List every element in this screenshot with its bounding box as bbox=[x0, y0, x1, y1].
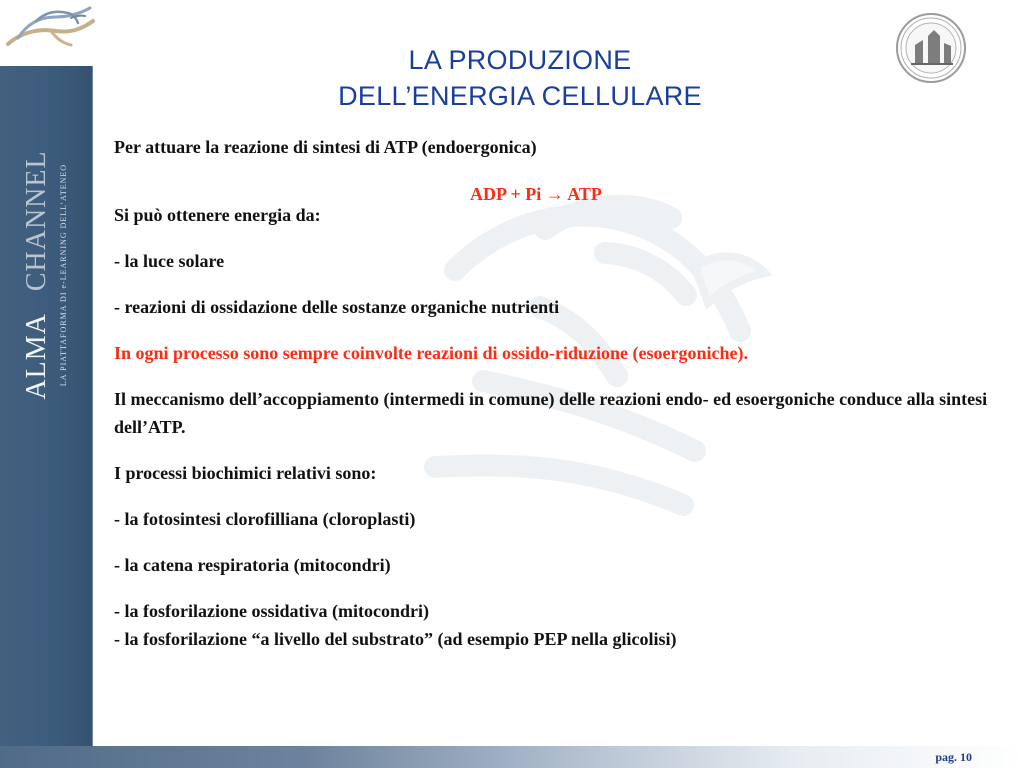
spacer-5 bbox=[114, 441, 1004, 459]
mechanism-text: Il meccanismo dell’accoppiamento (intermedi in comune) delle reazioni endo- ed esoergoniche conduce alla sintesi dell’ATP. bbox=[114, 389, 988, 437]
spacer-7 bbox=[114, 533, 1004, 551]
energy-source-2: reazioni di ossidazione delle sostanze organiche nutrienti bbox=[124, 297, 560, 317]
slide-content bbox=[114, 133, 1004, 653]
energy-source-1: la luce solare bbox=[124, 251, 225, 271]
spacer-4 bbox=[114, 367, 1004, 385]
process-item: - la fotosintesi clorofilliana (cloroplasti) bbox=[114, 509, 416, 529]
process-item: - la fosforilazione “a livello del substrato” (ad esempio PEP nella glicolisi) bbox=[114, 629, 677, 649]
process-2: la catena respiratoria (mitocondri) bbox=[124, 555, 391, 575]
pegasus-logo-icon bbox=[0, 0, 100, 66]
spacer-2 bbox=[114, 275, 1004, 293]
sidebar bbox=[0, 66, 93, 768]
spacer-3 bbox=[114, 321, 1004, 339]
spacer-6 bbox=[114, 487, 1004, 505]
intro-text: Per attuare la reazione di sintesi di ATP (endoergonica) bbox=[114, 137, 537, 157]
spacer-1 bbox=[114, 229, 1004, 247]
redox-note: In ogni processo sono sempre coinvolte reazioni di ossido-riduzione (esoergoniche). bbox=[114, 343, 748, 363]
title-line-2: DELL’ENERGIA CELLULARE bbox=[338, 81, 702, 111]
title-line-1: LA PRODUZIONE bbox=[408, 45, 632, 75]
process-item: - la fosforilazione ossidativa (mitocondri) bbox=[114, 601, 429, 621]
sidebar-brand bbox=[0, 135, 90, 415]
process-4: la fosforilazione “a livello del substrato” (ad esempio PEP nella glicolisi) bbox=[124, 629, 677, 649]
university-seal-icon bbox=[895, 12, 967, 84]
energy-source-item: - reazioni di ossidazione delle sostanze organiche nutrienti bbox=[114, 297, 560, 317]
process-1: la fotosintesi clorofilliana (cloroplasti) bbox=[124, 509, 416, 529]
bottom-bar bbox=[0, 746, 1024, 768]
energy-intro: Si può ottenere energia da: bbox=[114, 205, 321, 225]
brand-tagline: LA PIATTAFORMA DI e-LEARNING DELL’ATENEO bbox=[58, 163, 68, 387]
energy-source-item: - la luce solare bbox=[114, 251, 225, 271]
spacer-8 bbox=[114, 579, 1004, 597]
brand-name bbox=[20, 150, 52, 400]
atp-equation: ADP + Pi → ATP bbox=[470, 184, 602, 204]
processes-intro: I processi biochimici relativi sono: bbox=[114, 463, 377, 483]
slide-title bbox=[250, 42, 790, 114]
process-3: la fosforilazione ossidativa (mitocondri) bbox=[124, 601, 429, 621]
page-number: pag. 10 bbox=[935, 750, 972, 764]
process-item: - la catena respiratoria (mitocondri) bbox=[114, 555, 391, 575]
brand-name-primary: ALMA bbox=[20, 313, 52, 400]
brand-name-secondary: CHANNEL bbox=[20, 150, 52, 292]
